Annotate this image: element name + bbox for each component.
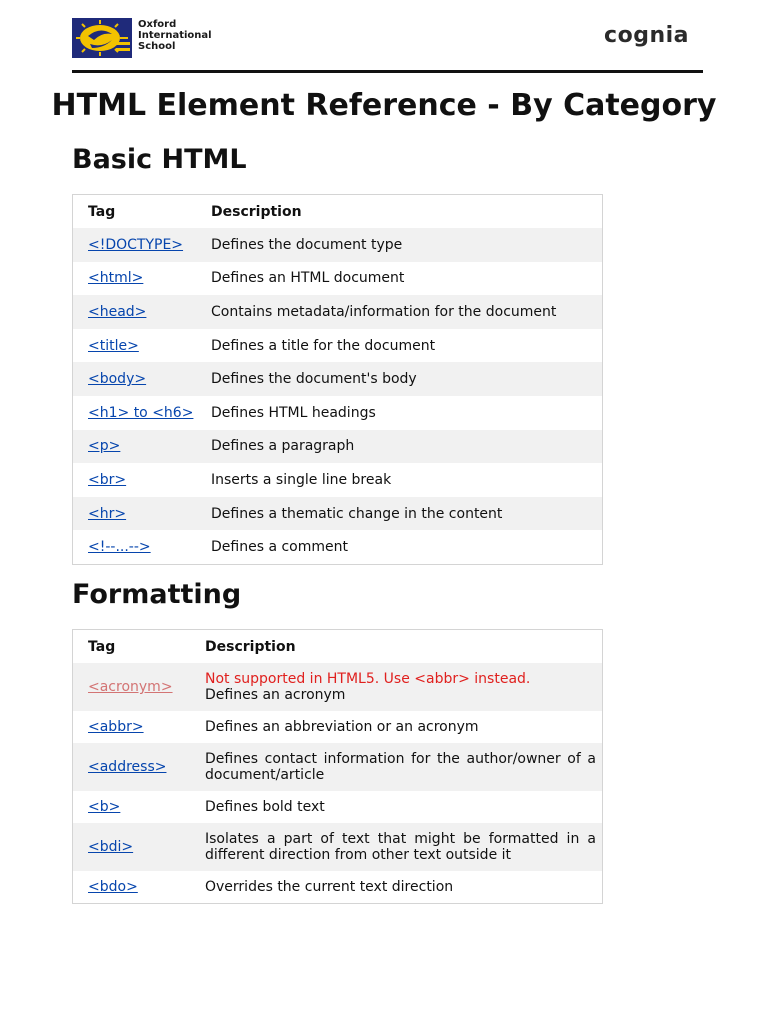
table-row	[73, 262, 603, 296]
page-title: HTML Element Reference - By Category	[51, 88, 717, 123]
tag-description: Defines the document's body	[211, 371, 417, 388]
tag-link[interactable]: <!--...-->	[88, 539, 151, 556]
tag-description: Defines a title for the document	[211, 337, 436, 354]
school-name: Oxford International School	[138, 19, 212, 52]
table-row	[73, 362, 603, 396]
tag-link[interactable]: <b>	[88, 799, 121, 815]
table-row	[73, 823, 603, 871]
formatting-table	[72, 629, 603, 904]
table-row	[73, 228, 603, 262]
tag-description: Defines the document type	[211, 236, 403, 253]
tag-link[interactable]: <body>	[88, 371, 147, 388]
table-row	[73, 430, 603, 464]
table-row	[73, 530, 603, 564]
column-header-description: Description	[190, 630, 603, 664]
table-header-row	[73, 630, 603, 664]
tag-description: Isolates a part of text that might be formatted in a different direction from other text outside it	[205, 831, 596, 863]
tag-link[interactable]: <h1> to <h6>	[88, 404, 194, 421]
column-header-description: Description	[196, 195, 603, 229]
tag-link[interactable]: <address>	[88, 759, 167, 775]
tag-description-text: Defines an acronym	[205, 687, 346, 703]
tag-description	[190, 663, 603, 711]
cognia-logo: cognia	[604, 23, 689, 48]
table-row	[73, 711, 603, 743]
table-row	[73, 463, 603, 497]
page-header	[72, 14, 703, 70]
table-row	[73, 329, 603, 363]
tag-link[interactable]: <html>	[88, 270, 144, 287]
tag-link[interactable]: <bdi>	[88, 839, 134, 855]
basic-html-table	[72, 194, 603, 565]
tag-description: Defines an abbreviation or an acronym	[205, 719, 479, 735]
tag-link-deprecated[interactable]: <acronym>	[88, 679, 173, 695]
table-row	[73, 497, 603, 531]
tag-link[interactable]: <!DOCTYPE>	[88, 236, 184, 253]
tag-link[interactable]: <bdo>	[88, 879, 138, 895]
tag-link[interactable]: <head>	[88, 303, 147, 320]
table-header-row	[73, 195, 603, 229]
table-row	[73, 871, 603, 904]
table-row	[73, 663, 603, 711]
deprecation-warning: Not supported in HTML5. Use <abbr> instead.	[205, 671, 531, 687]
table-row	[73, 791, 603, 823]
table-row	[73, 295, 603, 329]
tag-description: Overrides the current text direction	[205, 879, 454, 895]
tag-description: Defines HTML headings	[211, 404, 376, 421]
school-logo-icon	[72, 18, 132, 58]
table-row	[73, 743, 603, 791]
column-header-tag: Tag	[73, 630, 191, 664]
section-title-formatting: Formatting	[72, 579, 242, 610]
tag-link[interactable]: <abbr>	[88, 719, 144, 735]
tag-link[interactable]: <br>	[88, 471, 127, 488]
tag-link[interactable]: <hr>	[88, 505, 127, 522]
column-header-tag: Tag	[73, 195, 197, 229]
tag-description: Defines bold text	[205, 799, 325, 815]
tag-description: Defines a thematic change in the content	[211, 505, 503, 522]
tag-link[interactable]: <title>	[88, 337, 139, 354]
tag-link[interactable]: <p>	[88, 438, 121, 455]
tag-description: Defines a comment	[211, 539, 348, 556]
tag-description: Defines an HTML document	[211, 270, 405, 287]
tag-description: Inserts a single line break	[211, 471, 392, 488]
tag-description: Contains metadata/information for the document	[211, 303, 557, 320]
section-title-basic-html: Basic HTML	[72, 144, 247, 175]
table-row	[73, 396, 603, 430]
tag-description: Defines a paragraph	[211, 438, 355, 455]
tag-description: Defines contact information for the author/owner of a document/article	[205, 751, 596, 783]
header-divider	[72, 70, 703, 73]
